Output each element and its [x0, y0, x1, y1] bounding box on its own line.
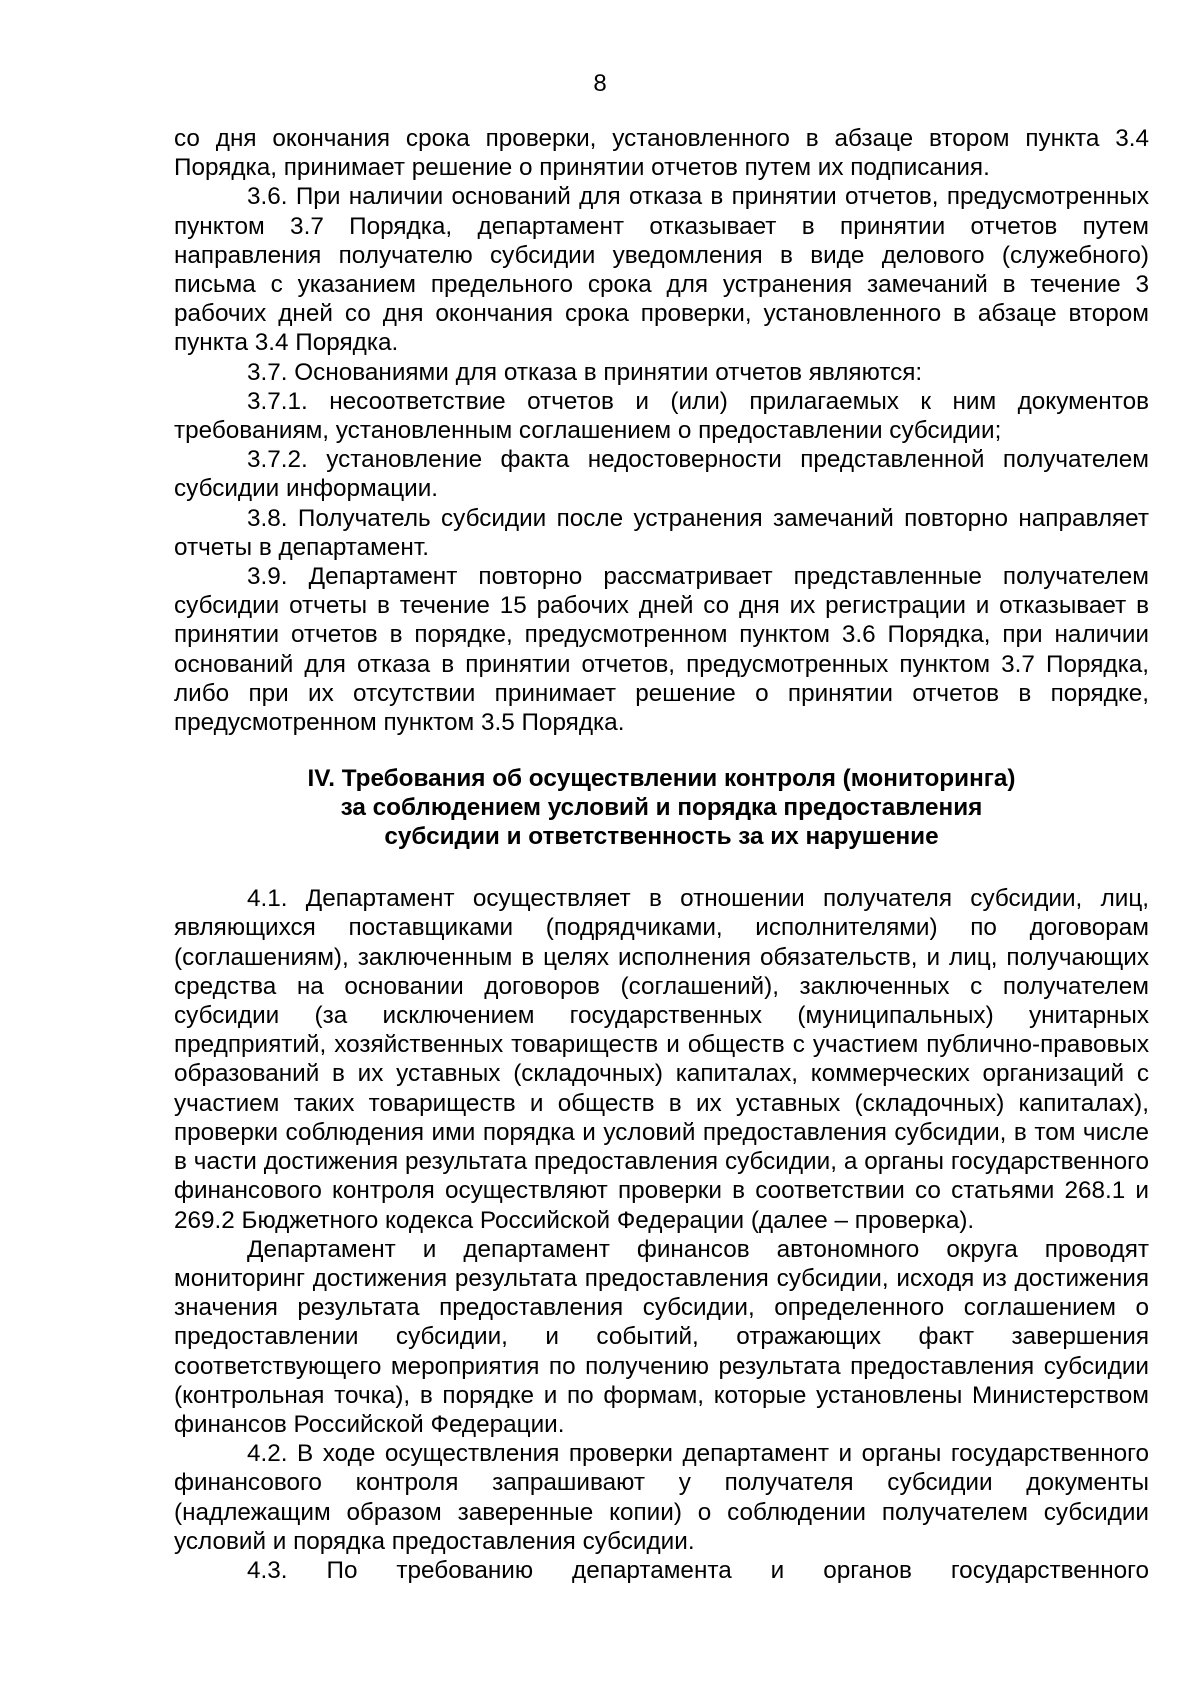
paragraph-3-7-1: 3.7.1. несоответствие отчетов и (или) прилагаемых к ним документов требованиям, установленным соглашением о предоставлении субсидии; [174, 387, 1149, 445]
section-heading-line: IV. Требования об осуществлении контроля (мониторинга) [307, 765, 1016, 793]
paragraph-4-3: 4.3. По требованию департамента и органов государственного [247, 1556, 1149, 1584]
section-heading-line: за соблюдением условий и порядка предоставления [340, 794, 983, 822]
paragraph-monitoring: Департамент и департамент финансов автономного округа проводят мониторинг достижения результата предоставления субсидии, исходя из достижения значения результата предоставления субсидии, определенного соглашением о предоставлении субсидии, и событий, отражающих факт завершения соответствующего мероприятия по получению результата предоставления субсидии (контрольная точка), в порядке и по формам, которые установлены Министерством финансов Российской Федерации. [174, 1235, 1149, 1438]
page-number: 8 [593, 70, 607, 97]
document-body [174, 124, 1149, 1585]
paragraph-4-1: 4.1. Департамент осуществляет в отношении получателя субсидии, лиц, являющихся поставщиками (подрядчиками, исполнителями) по договорам (соглашениям), заключенным в целях исполнения обязательств, и лиц, получающих средства на основании договоров (соглашений), заключенных с получателем субсидии (за исключением государственных (муниципальных) унитарных предприятий, хозяйственных товариществ и обществ с участием публично-правовых образований в их уставных (складочных) капиталах, коммерческих организаций с участием таких товариществ и обществ в их уставных (складочных) капиталах), проверки соблюдения ими порядка и условий предоставления субсидии, в том числе в части достижения результата предоставления субсидии, а органы государственного финансового контроля осуществляют проверки в соответствии со статьями 268.1 и 269.2 Бюджетного кодекса Российской Федерации (далее – проверка). [174, 885, 1149, 1234]
paragraph-3-6: 3.6. При наличии оснований для отказа в принятии отчетов, предусмотренных пунктом 3.7 Порядка, департамент отказывает в принятии отчетов путем направления получателю субсидии уведомления в виде делового (служебного) письма с указанием предельного срока для устранения замечаний в течение 3 рабочих дней со дня окончания срока проверки, установленного в абзаце втором пункта 3.4 Порядка. [174, 183, 1149, 357]
paragraph-3-9: 3.9. Департамент повторно рассматривает представленные получателем субсидии отчеты в течение 15 рабочих дней со дня их регистрации и отказывает в принятии отчетов в порядке, предусмотренном пунктом 3.6 Порядка, при наличии оснований для отказа в принятии отчетов, предусмотренных пунктом 3.7 Порядка, либо при их отсутствии принимает решение о принятии отчетов в порядке, предусмотренном пунктом 3.5 Порядка. [174, 563, 1149, 737]
paragraph-3-7-2: 3.7.2. установление факта недостоверности представленной получателем субсидии информации. [174, 446, 1149, 503]
paragraph-4-2: 4.2. В ходе осуществления проверки департамент и органы государственного финансового контроля запрашивают у получателя субсидии документы (надлежащим образом заверенные копии) о соблюдении получателем субсидии условий и порядка предоставления субсидии. [174, 1440, 1149, 1555]
paragraph-3-7: 3.7. Основаниями для отказа в принятии отчетов являются: [247, 358, 923, 386]
paragraph-continuation: со дня окончания срока проверки, установленного в абзаце втором пункта 3.4 Порядка, принимает решение о принятии отчетов путем их подписания. [174, 125, 1149, 182]
paragraph-3-8: 3.8. Получатель субсидии после устранения замечаний повторно направляет отчеты в департамент. [174, 504, 1149, 561]
section-heading-line: субсидии и ответственность за их нарушение [384, 823, 939, 851]
section-heading [174, 764, 1149, 851]
